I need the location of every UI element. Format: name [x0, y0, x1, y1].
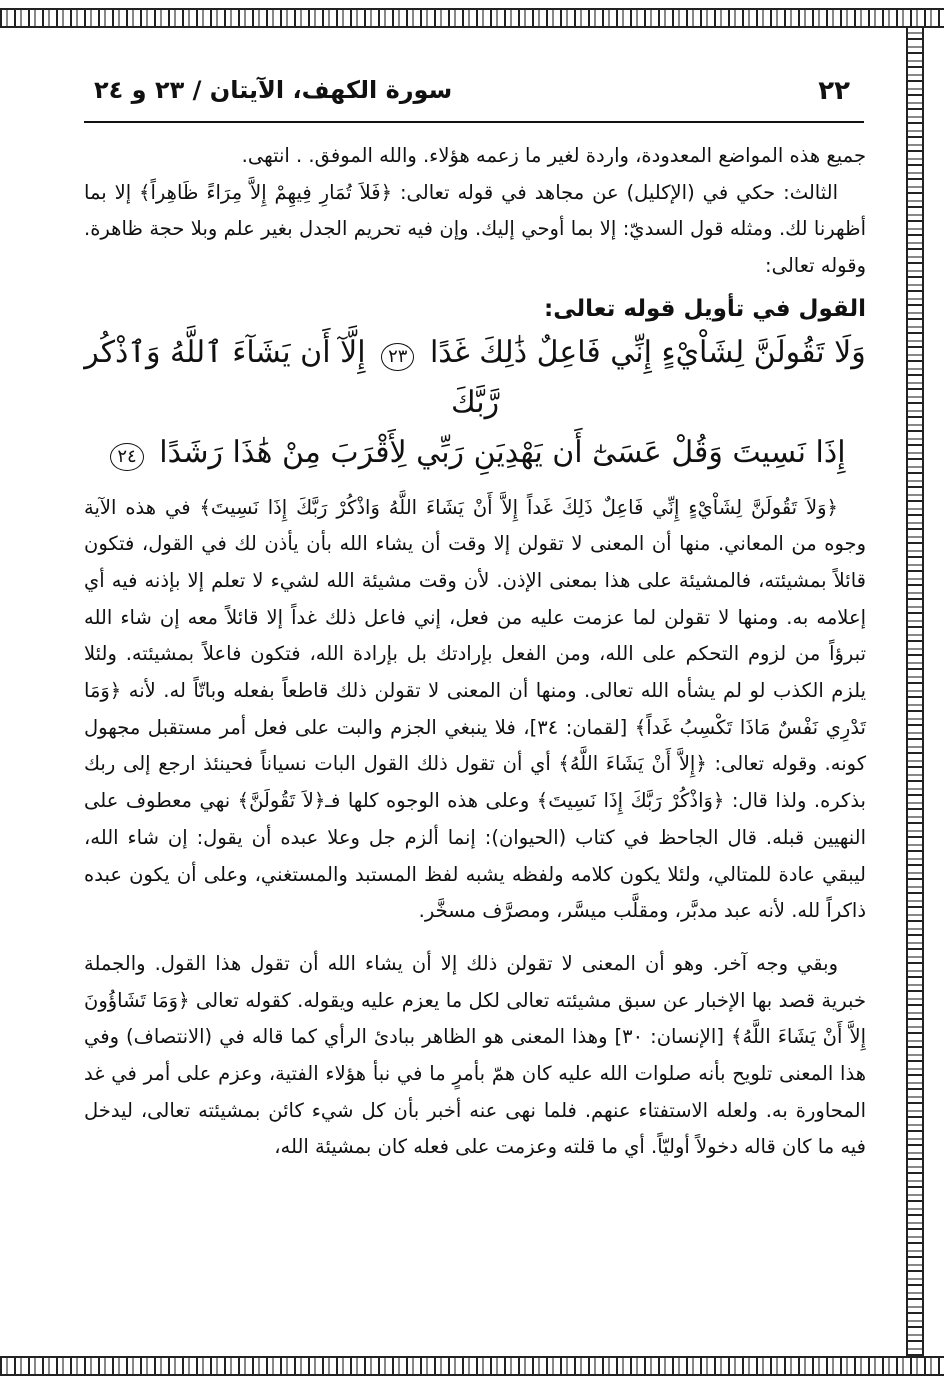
verse-line-1 — [84, 328, 866, 428]
page-number: ٢٢ — [818, 76, 850, 106]
page-header — [84, 70, 864, 120]
decorative-border-top — [0, 8, 944, 28]
paragraph-4: وبقي وجه آخر. وهو أن المعنى لا تقولن ذلك إلا أن يشاء الله أن تقول هذا القول. والجملة خبرية قصد بها الإخبار عن سبق مشيئته تعالى لكل ما يعزم عليه ويقوله. كقوله تعالى ﴿وَمَا تَشَاؤُونَ إِلاَّ أَنْ يَشَاءَ اللَّهُ﴾ [الإنسان: ٣٠] وهذا المعنى هو الظاهر ببادئ الرأي كما قاله في (الانتصاف) وفي هذا المعنى تلويح بأنه صلوات الله عليه كان همّ بأمرٍ ما في نبأ هؤلاء الفتية، وعزم على أمر في غد المحاورة به. ولعله الاستفتاء عنهم. فلما نهى عنه أخبر بأن كل شيء كائن بمشيئته تعالى، ليدخل فيه ما كان قاله دخولاً أوليّاً. أي ما قلته وعزمت على فعله كان بمشيئة الله، — [84, 951, 867, 1159]
page-body — [84, 138, 866, 1166]
paragraph-3: ﴿وَلاَ تَقُولَنَّ لِشَاْيْءٍ إِنِّي فَاعِلٌ ذَلِكَ غَداً إِلاَّ أَنْ يَشَاءَ اللَّهُ وَاذْكُرْ رَبَّكَ إِذَا نَسِيتَ﴾ في هذه الآية وجوه من المعاني. منها أن المعنى لا تقولن إلا وقت أن يشاء الله بأن يأذن لك في القول، فتكون قائلاً بمشيئته، فالمشيئة على هذا بمعنى الإذن. لأن وقت مشيئة الله لشيء لا تعلم إلا بإذنه فيه أي إعلامه به. ومنها لا تقولن لما عزمت عليه من فعل، إني فاعل ذلك غداً إلا قائلاً معه إن شاء الله تبرؤاً من لزوم التحكم على الله، ومن الفعل بإرادتك بل بإرادة الله، فتكون فاعلاً بمشيئته. ولئلا يلزم الكذب لو لم يشأه الله تعالى. ومنها أن المعنى لا تقولن ذلك قاطعاً بفعله وباتّاً له. لأنه ﴿وَمَا تَدْرِي نَفْسٌ مَاذَا تَكْسِبُ غَداً﴾ [لقمان: ٣٤]، فلا ينبغي الجزم والبت على فعل أمر مستقبل مجهول كونه. وقوله تعالى: ﴿إِلاَّ أَنْ يَشَاءَ اللَّهُ﴾ أي أن تقول ذلك القول البات نسياناً فحينئذ ارجع إلى ربك بذكره. ولذا قال: ﴿وَاذْكُرْ رَبَّكَ إِذَا نَسِيتَ﴾ وعلى هذه الوجوه كلها فـ﴿لاَ تَقُولَنَّ﴾ نهي معطوف على النهيين قبله. قال الجاحظ في كتاب (الحيوان): إنما ألزم جل وعلا عبده أن يقول: إن شاء الله، ليبقي عادة للمتالي، ولئلا يكون كلامه ولفظه يشبه لفظ المستبد والمستغني، وعلى أن يكون عبده ذاكراً لله. لأنه عبد مدبَّر، ومقلَّب ميسَّر، ومصرَّف مسخَّر. — [84, 495, 866, 923]
verse-number-23: ٢٣ — [381, 343, 414, 371]
decorative-border-bottom — [0, 1356, 944, 1376]
paragraph-2: الثالث: حكي في (الإكليل) عن مجاهد في قوله تعالى: ﴿فَلاَ تُمَارِ فِيهِمْ إِلاَّ مِرَاءً ظَاهِراً﴾ إلا بما أظهرنا لك. ومثله قول السديّ: إلا بما أوحي إليك. وإن فيه تحريم الجدل بغير علم وبلا حجة ظاهرة. وقوله تعالى: — [84, 180, 866, 278]
verse-text-1b: إِلَّآ أَن يَشَآءَ ٱللَّهُ وَٱذْكُر رَّبَّكَ — [84, 334, 500, 420]
verse-number-24: ٢٤ — [110, 443, 143, 471]
verse-text-2: إِذَا نَسِيتَ وَقُلْ عَسَىٰٓ أَن يَهْدِيَنِ رَبِّي لِأَقْرَبَ مِنْ هَٰذَا رَشَدًا — [159, 434, 846, 470]
running-title: سورة الكهف، الآيتان / ٢٣ و ٢٤ — [94, 76, 453, 104]
quran-verse-block — [84, 328, 866, 478]
paragraph-1: جميع هذه المواضع المعدودة، واردة لغير ما زعمه هؤلاء. والله الموفق. . انتهى. — [241, 144, 866, 167]
decorative-border-right — [906, 28, 924, 1356]
paragraph-gap — [84, 930, 866, 946]
header-divider — [84, 121, 864, 123]
section-heading: القول في تأويل قوله تعالى: — [544, 295, 866, 322]
verse-line-2 — [84, 428, 866, 478]
verse-text-1a: وَلَا تَقُولَنَّ لِشَاْيْءٍ إِنِّي فَاعِلٌ ذَٰلِكَ غَدًا — [429, 334, 866, 370]
